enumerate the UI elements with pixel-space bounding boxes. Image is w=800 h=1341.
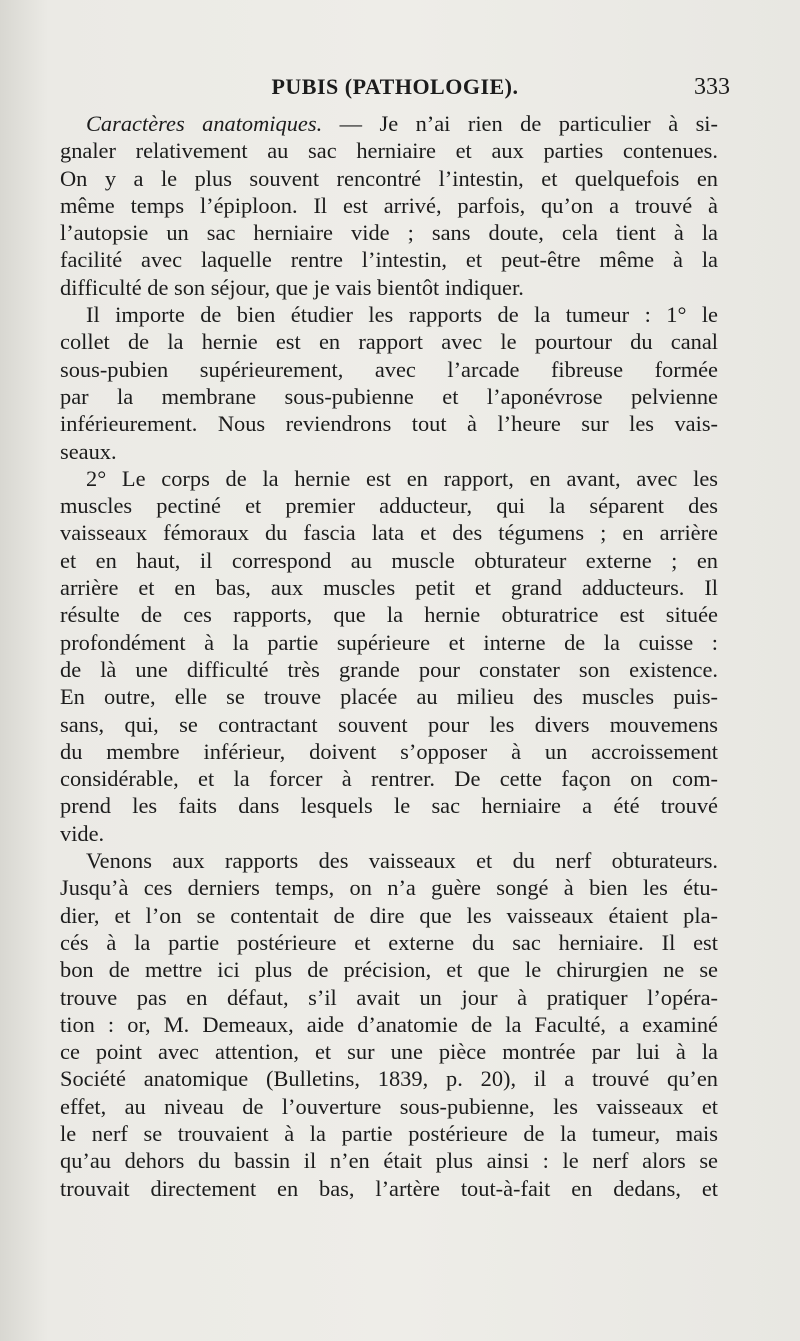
text-line: profondément à la partie supérieure et interne de la cuisse : <box>60 629 718 655</box>
text-line: seaux. <box>60 438 117 464</box>
text-line: l’autopsie un sac herniaire vide ; sans doute, cela tient à la <box>60 220 718 246</box>
text-line: On y a le plus souvent rencontré l’intestin, et quelquefois en <box>60 165 718 191</box>
text-line: qu’au dehors du bassin il n’en était plus ainsi : le nerf alors se <box>60 1148 718 1174</box>
text-line: dier, et l’on se contentait de dire que les vaisseaux étaient pla- <box>60 902 718 928</box>
text-line: trouve pas en défaut, s’il avait un jour à pratiquer l’opéra- <box>60 984 718 1010</box>
text-line: collet de la hernie est en rapport avec le pourtour du canal <box>60 329 718 355</box>
text-line: par la membrane sous-pubienne et l’aponévrose pelvienne <box>60 383 718 409</box>
text-line: Jusqu’à ces derniers temps, on n’a guère songé à bien les étu- <box>60 875 718 901</box>
text-line: arrière et en bas, aux muscles petit et grand adducteurs. Il <box>60 575 718 601</box>
text-line: vaisseaux fémoraux du fascia lata et des tégumens ; en arrière <box>60 520 718 546</box>
text-line: considérable, et la forcer à rentrer. De cette façon on com- <box>60 766 718 792</box>
text-line: de là une difficulté très grande pour constater son existence. <box>60 656 718 682</box>
page-header <box>60 74 730 106</box>
text-line: gnaler relativement au sac herniaire et aux parties contenues. <box>60 138 718 164</box>
text-line: Venons aux rapports des vaisseaux et du nerf obturateurs. <box>86 848 718 874</box>
text-line: effet, au niveau de l’ouverture sous-pubienne, les vaisseaux et <box>60 1093 718 1119</box>
paragraph-1 <box>60 110 718 301</box>
text-line: vide. <box>60 820 105 846</box>
text-line: ce point avec attention, et sur une pièce montrée par lui à la <box>60 1039 718 1065</box>
text-line: facilité avec laquelle rentre l’intestin, et peut-être même à la <box>60 247 718 273</box>
text-line: sans, qui, se contractant souvent pour les divers mouvemens <box>60 711 718 737</box>
text-line: 2° Le corps de la hernie est en rapport, en avant, avec les <box>86 465 718 491</box>
body-text <box>60 110 718 1202</box>
page-number: 333 <box>694 74 730 100</box>
paragraph-4 <box>60 847 718 1202</box>
paragraph-2 <box>60 301 718 465</box>
text-line: du membre inférieur, doivent s’opposer à un accroissement <box>60 738 718 764</box>
text-line: Caractères anatomiques. — Je n’ai rien de particulier à si- <box>86 111 718 136</box>
section-heading: Caractères anatomiques. <box>86 111 323 136</box>
running-title: PUBIS (PATHOLOGIE). <box>271 74 519 99</box>
text-line: et en haut, il correspond au muscle obturateur externe ; en <box>60 547 718 573</box>
text-line: tion : or, M. Demeaux, aide d’anatomie de la Faculté, a examiné <box>60 1011 718 1037</box>
text-line: même temps l’épiploon. Il est arrivé, parfois, qu’on a trouvé à <box>60 192 718 218</box>
text-line: bon de mettre ici plus de précision, et que le chirurgien ne se <box>60 957 718 983</box>
paragraph-3 <box>60 465 718 847</box>
text-line: muscles pectiné et premier adducteur, qui la séparent des <box>60 493 718 519</box>
text-line: le nerf se trouvaient à la partie postérieure de la tumeur, mais <box>60 1120 718 1146</box>
text-line: trouvait directement en bas, l’artère tout-à-fait en dedans, et <box>60 1175 718 1201</box>
text-line: prend les faits dans lesquels le sac herniaire a été trouvé <box>60 793 718 819</box>
text-line: résulte de ces rapports, que la hernie obturatrice est située <box>60 602 718 628</box>
text-line: cés à la partie postérieure et externe du sac herniaire. Il est <box>60 929 718 955</box>
text-line: inférieurement. Nous reviendrons tout à l’heure sur les vais- <box>60 411 718 437</box>
text-line: Il importe de bien étudier les rapports de la tumeur : 1° le <box>86 302 718 328</box>
text-line: difficulté de son séjour, que je vais bientôt indiquer. <box>60 274 524 300</box>
text-line: En outre, elle se trouve placée au milieu des muscles puis- <box>60 684 718 710</box>
text-line: sous-pubien supérieurement, avec l’arcade fibreuse formée <box>60 356 718 382</box>
text-line: Société anatomique (Bulletins, 1839, p. 20), il a trouvé qu’en <box>60 1066 718 1092</box>
